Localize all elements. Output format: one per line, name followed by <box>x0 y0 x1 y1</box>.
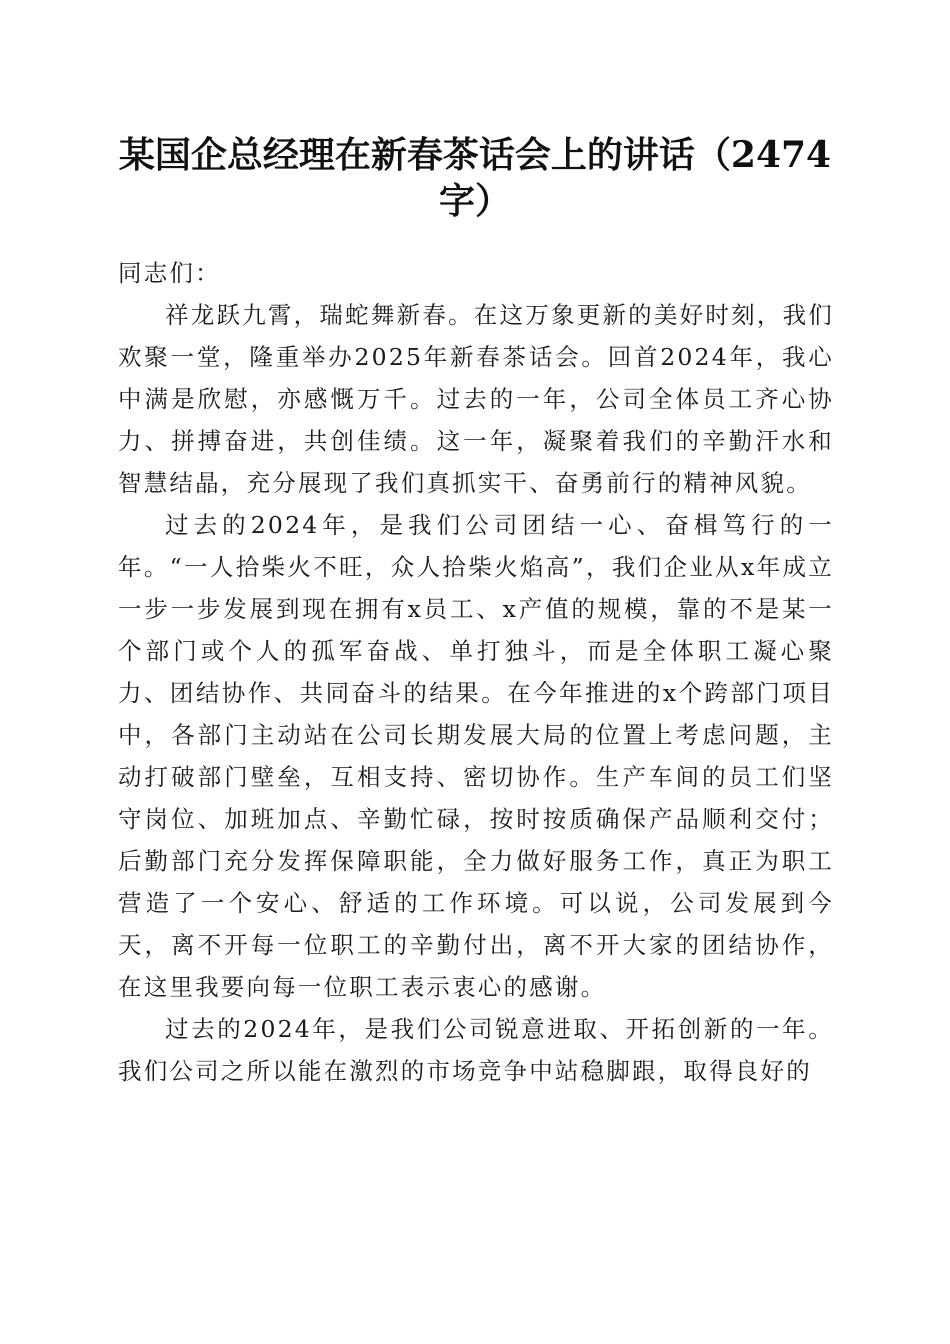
paragraph-2: 过去的2024年，是我们公司团结一心、奋楫笃行的一年。“一人拾柴火不旺，众人拾柴火焰高”，我们企业从x年成立一步一步发展到现在拥有x员工、x产值的规模，靠的不是某一个部门或个人的孤军奋战、单打独斗，而是全体职工凝心聚力、团结协作、共同奋斗的结果。在今年推进的x个跨部门项目中，各部门主动站在公司长期发展大局的位置上考虑问题，主动打破部门壁垒，互相支持、密切协作。生产车间的员工们坚守岗位、加班加点、辛勤忙碌，按时按质确保产品顺利交付；后勤部门充分发挥保障职能，全力做好服务工作，真正为职工营造了一个安心、舒适的工作环境。可以说，公司发展到今天，离不开每一位职工的辛勤付出，离不开大家的团结协作，在这里我要向每一位职工表示衷心的感谢。 <box>118 511 834 1001</box>
document-body <box>118 252 834 1092</box>
paragraph-3: 过去的2024年，是我们公司锐意进取、开拓创新的一年。我们公司之所以能在激烈的市场竞争中站稳脚跟，取得良好的 <box>118 1015 834 1085</box>
document-title: 某国企总经理在新春茶话会上的讲话（2474字） <box>118 134 832 222</box>
salutation: 同志们： <box>118 259 221 287</box>
paragraph-1: 祥龙跃九霄，瑞蛇舞新春。在这万象更新的美好时刻，我们欢聚一堂，隆重举办2025年新春茶话会。回首2024年，我心中满是欣慰，亦感慨万千。过去的一年，公司全体员工齐心协力、拼搏奋进，共创佳绩。这一年，凝聚着我们的辛勤汗水和智慧结晶，充分展现了我们真抓实干、奋勇前行的精神风貌。 <box>118 301 834 497</box>
